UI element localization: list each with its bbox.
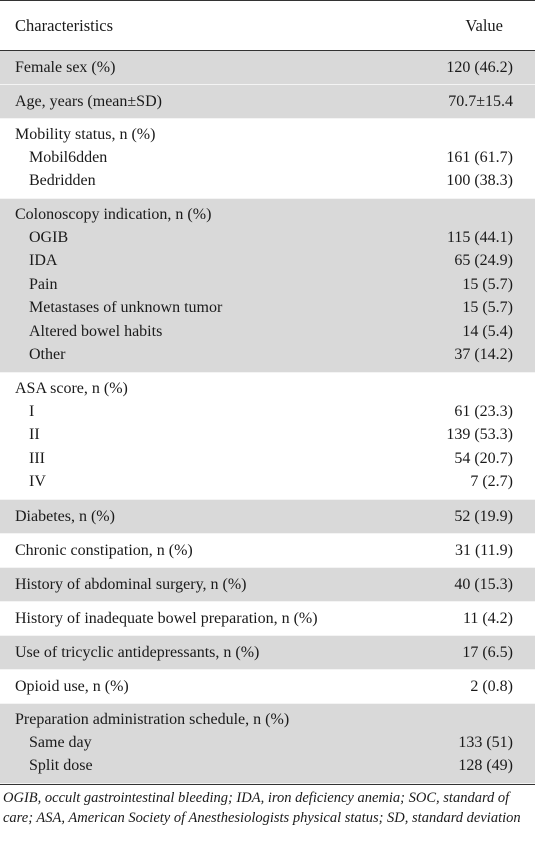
row-value: 52 (19.9) — [454, 507, 513, 525]
row-value: 120 (46.2) — [446, 58, 513, 76]
row-label: History of abdominal surgery, n (%) — [15, 575, 247, 593]
row-group — [0, 602, 535, 636]
table-header — [0, 0, 535, 51]
row-label: History of inadequate bowel preparation, n (%) — [15, 609, 318, 627]
row-label: IDA — [29, 252, 58, 270]
row-value: 128 (49) — [458, 757, 513, 775]
row-label: Age, years (mean±SD) — [15, 92, 162, 110]
table-row — [0, 343, 535, 366]
row-group — [0, 636, 535, 670]
table-row — [0, 539, 535, 562]
table-row — [0, 203, 535, 226]
row-value: 2 (0.8) — [470, 677, 513, 695]
row-label: Same day — [29, 734, 92, 752]
row-value: 17 (6.5) — [462, 643, 513, 661]
row-value: 54 (20.7) — [454, 449, 513, 467]
row-label: III — [29, 449, 45, 467]
row-label: Altered bowel habits — [29, 322, 163, 340]
row-value: 37 (14.2) — [454, 346, 513, 364]
table-row — [0, 273, 535, 296]
row-value: 65 (24.9) — [454, 252, 513, 270]
row-label: IV — [29, 473, 46, 491]
table-row — [0, 90, 535, 113]
table-row — [0, 641, 535, 664]
row-label: Other — [29, 346, 66, 364]
table-row — [0, 424, 535, 447]
row-label: Pain — [29, 275, 58, 293]
row-value: 61 (23.3) — [454, 403, 513, 421]
table-row — [0, 146, 535, 169]
table-row — [0, 573, 535, 596]
row-value: 31 (11.9) — [454, 541, 513, 559]
table-row — [0, 607, 535, 630]
row-label: Diabetes, n (%) — [15, 507, 115, 525]
table-row — [0, 447, 535, 470]
table-row — [0, 320, 535, 343]
row-value: 139 (53.3) — [446, 426, 513, 444]
table-row — [0, 708, 535, 731]
table-row — [0, 377, 535, 400]
row-label: Metastases of unknown tumor — [29, 299, 223, 317]
row-label: Colonoscopy indication, n (%) — [15, 205, 212, 223]
row-group — [0, 534, 535, 568]
row-value: 15 (5.7) — [462, 275, 513, 293]
row-value: 100 (38.3) — [446, 172, 513, 190]
table-row — [0, 505, 535, 528]
table-row — [0, 400, 535, 423]
row-group — [0, 568, 535, 602]
row-value: 40 (15.3) — [454, 575, 513, 593]
row-label: Opioid use, n (%) — [15, 677, 129, 695]
row-value: 15 (5.7) — [462, 299, 513, 317]
row-value: 14 (5.4) — [462, 322, 513, 340]
row-label: Female sex (%) — [15, 58, 116, 76]
table-row — [0, 170, 535, 193]
table-row — [0, 471, 535, 494]
row-value: 161 (61.7) — [446, 149, 513, 167]
table-row — [0, 123, 535, 146]
table-footnote: OGIB, occult gastrointestinal bleeding; IDA, iron deficiency anemia; SOC, standard of care; ASA, American Society of Anesthesiologists physical status; SD, standard deviation — [3, 790, 521, 826]
row-group — [0, 670, 535, 704]
row-value: 133 (51) — [458, 734, 513, 752]
row-label: II — [29, 426, 40, 444]
table-body — [0, 51, 535, 784]
row-label: Use of tricyclic antidepressants, n (%) — [15, 643, 260, 661]
table-row — [0, 731, 535, 754]
row-label: Mobil6dden — [29, 149, 108, 167]
row-value: 115 (44.1) — [446, 229, 513, 247]
row-label: ASA score, n (%) — [15, 379, 128, 397]
header-characteristics: Characteristics — [15, 15, 114, 35]
table-row — [0, 226, 535, 249]
row-label: Mobility status, n (%) — [15, 125, 156, 143]
row-group — [0, 199, 535, 373]
row-group — [0, 51, 535, 85]
table-row — [0, 297, 535, 320]
row-label: I — [29, 403, 35, 421]
row-group — [0, 85, 535, 119]
table-row — [0, 56, 535, 79]
row-label: Preparation administration schedule, n (%) — [15, 710, 290, 728]
row-value: 70.7±15.4 — [448, 92, 513, 110]
row-label: OGIB — [29, 229, 69, 247]
table-row — [0, 755, 535, 778]
row-value: 7 (2.7) — [470, 473, 513, 491]
table-row — [0, 250, 535, 273]
row-label: Bedridden — [29, 172, 96, 190]
row-group — [0, 704, 535, 784]
row-group — [0, 373, 535, 500]
table-row — [0, 675, 535, 698]
row-label: Split dose — [29, 757, 93, 775]
row-label: Chronic constipation, n (%) — [15, 541, 193, 559]
row-value: 11 (4.2) — [462, 609, 513, 627]
header-value: Value — [465, 15, 503, 35]
row-group — [0, 500, 535, 534]
row-group — [0, 119, 535, 199]
